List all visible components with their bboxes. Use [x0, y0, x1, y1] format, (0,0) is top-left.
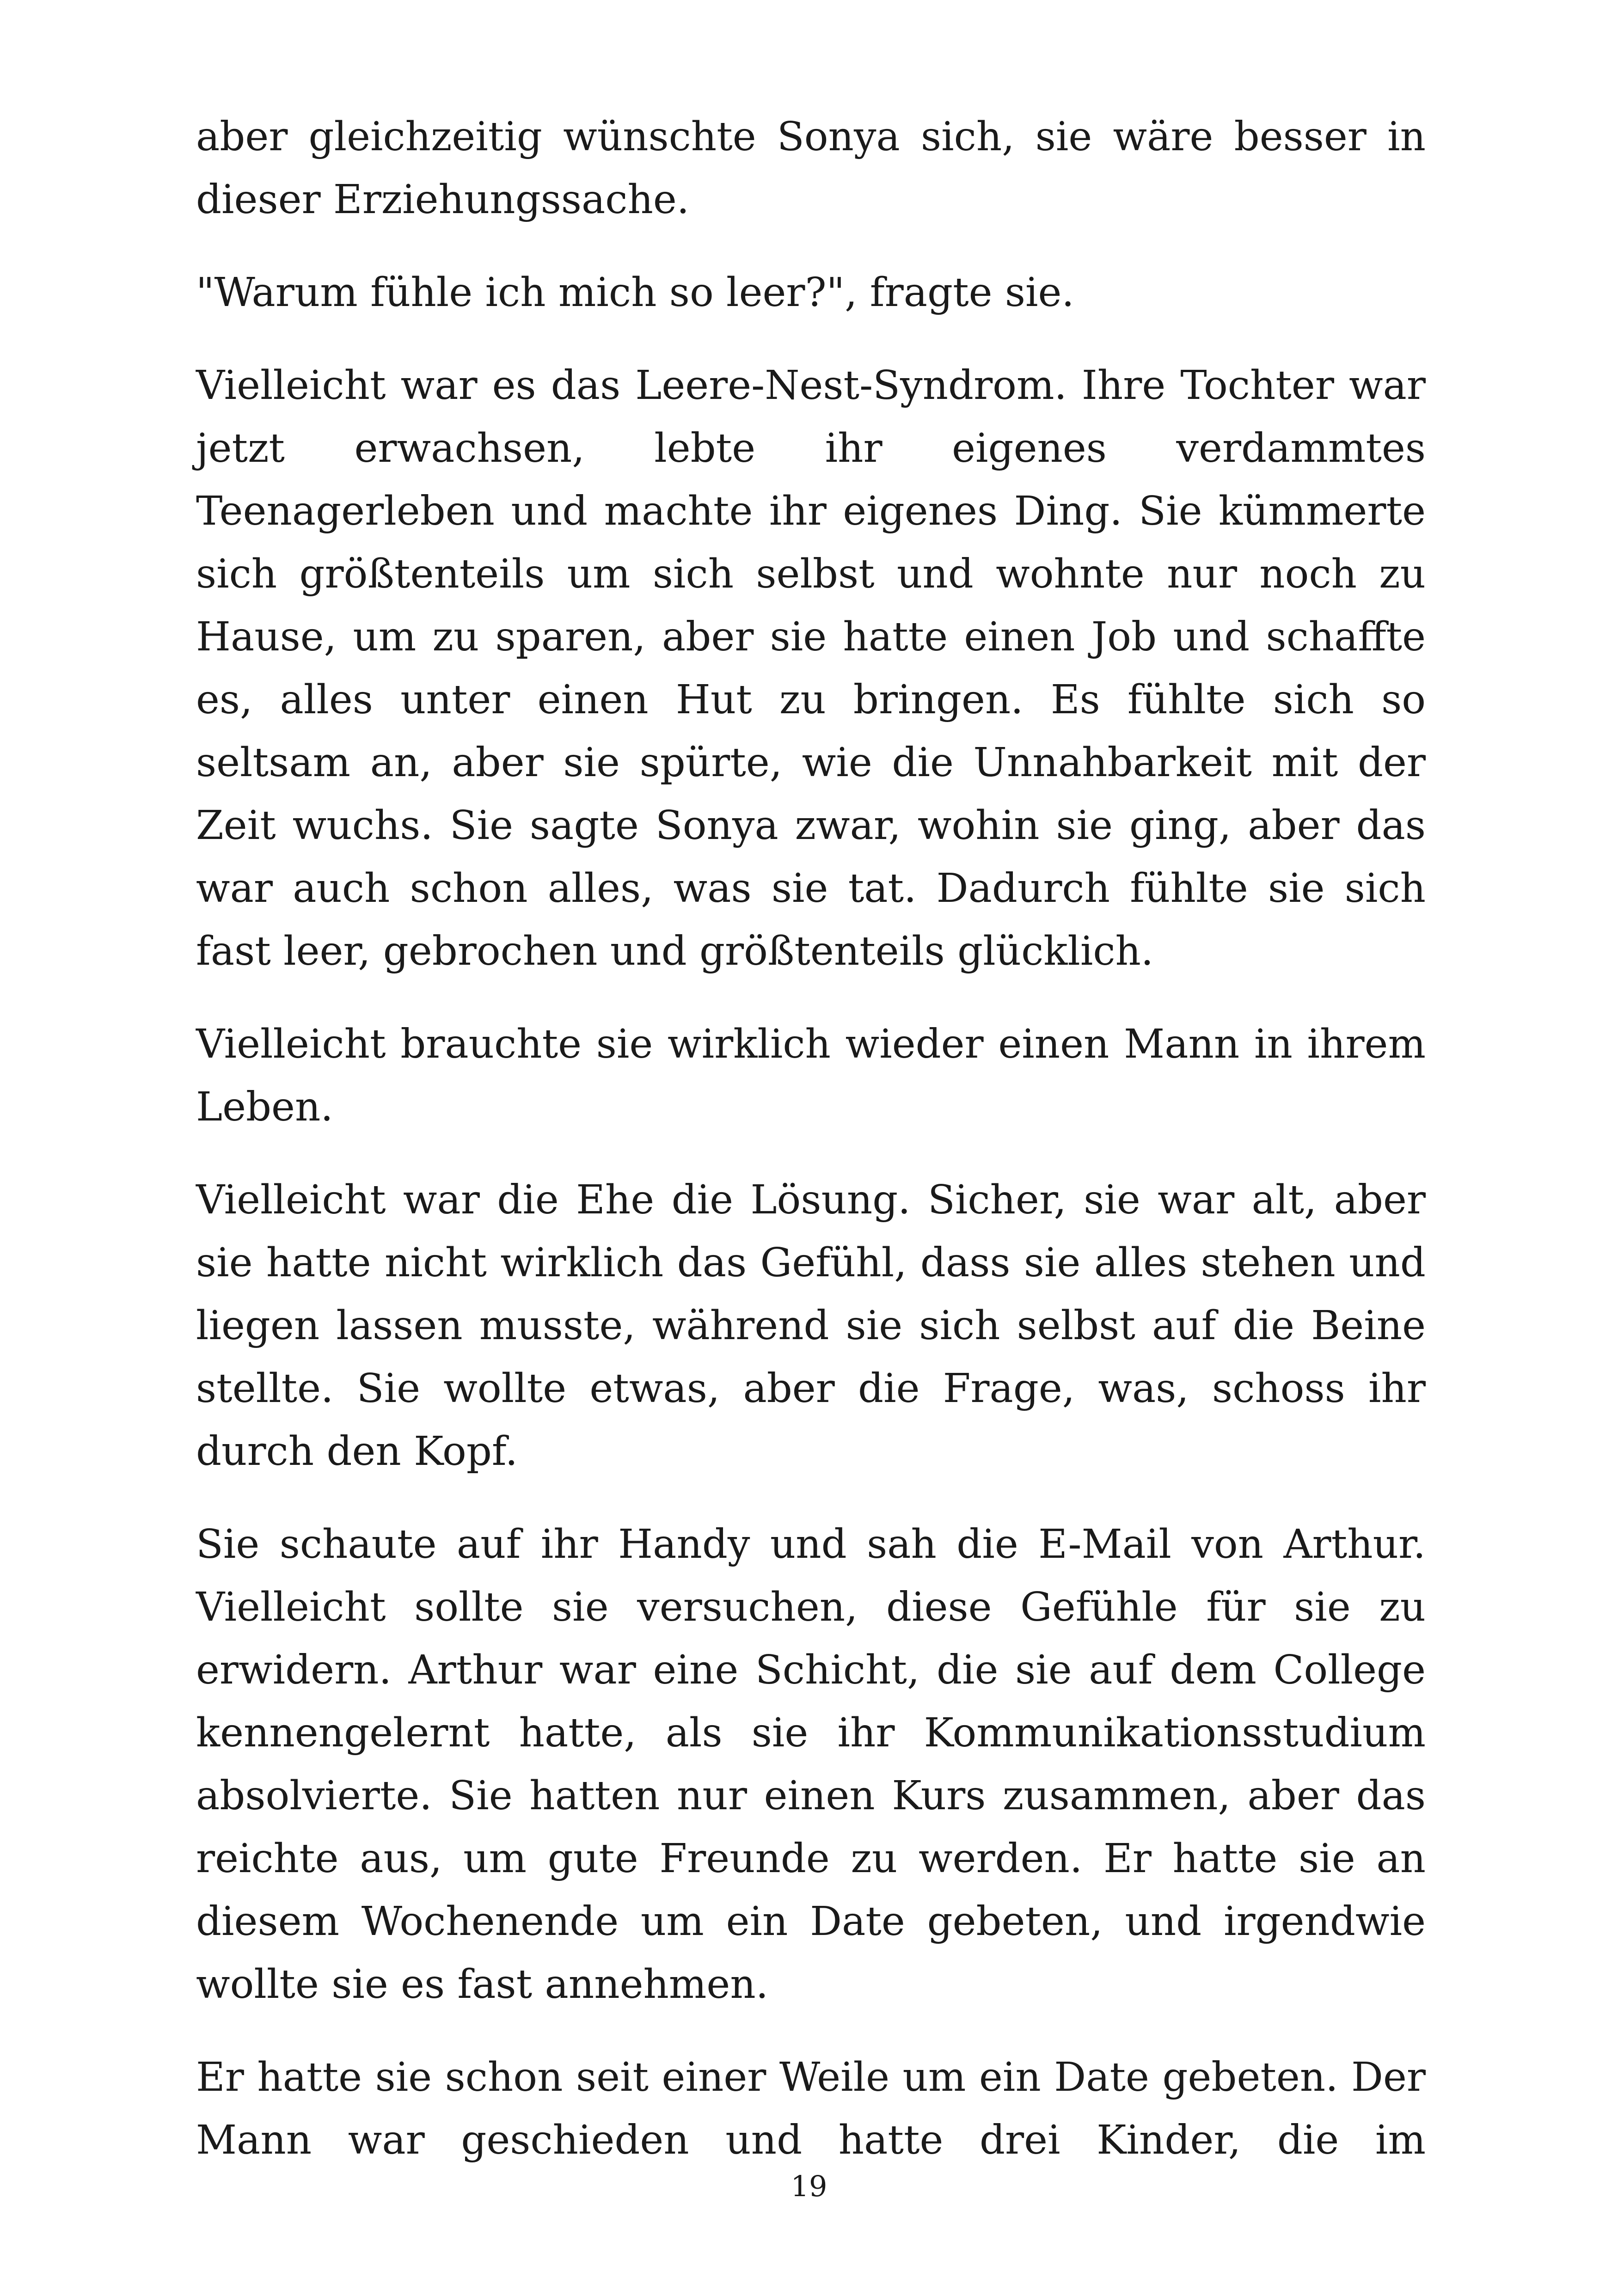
paragraph: Vielleicht war es das Leere-Nest-Syndrom. Ihre Tochter war jetzt erwachsen, lebte ihr eigenes verdammtes Teenagerleben und machte ihr eigenes Ding. Sie kümmerte sich größtenteils um sich selbst und wohnte nur noch zu Hause, um zu sparen, aber sie hatte einen Job und schaffte es, alles unter einen Hut zu bringen. Es fühlte sich so seltsam an, aber sie spürte, wie die Unnahbarkeit mit der Zeit wuchs. Sie sagte Sonya zwar, wohin sie ging, aber das war auch schon alles, was sie tat. Dadurch fühlte sie sich fast leer, gebrochen und größtenteils glücklich.	[196, 362, 1426, 974]
paragraph: "Warum fühle ich mich so leer?", fragte sie.	[196, 269, 1074, 316]
paragraph: Vielleicht brauchte sie wirklich wieder einen Mann in ihrem Leben.	[196, 1021, 1426, 1130]
paragraph: Vielleicht war die Ehe die Lösung. Sicher, sie war alt, aber sie hatte nicht wirklich das Gefühl, dass sie alles stehen und liegen lassen musste, während sie sich selbst auf die Beine stellte. Sie wollte etwas, aber die Frage, was, schoss ihr durch den Kopf.	[196, 1177, 1426, 1475]
paragraph: aber gleichzeitig wünschte Sonya sich, sie wäre besser in dieser Erziehungssache.	[196, 114, 1426, 223]
page-number: 19	[791, 2169, 827, 2203]
body-text	[196, 105, 1426, 2172]
paragraph-continued: Er hatte sie schon seit einer Weile um ein Date gebeten. Der Mann war geschieden und hatte drei Kinder, die im	[196, 2054, 1426, 2163]
paragraph: Sie schaute auf ihr Handy und sah die E-Mail von Arthur. Vielleicht sollte sie versuchen, diese Gefühle für sie zu erwidern. Arthur war eine Schicht, die sie auf dem College kennengelernt hatte, als sie ihr Kommunikationsstudium absolvierte. Sie hatten nur einen Kurs zusammen, aber das reichte aus, um gute Freunde zu werden. Er hatte sie an diesem Wochenende um ein Date gebeten, und irgendwie wollte sie es fast annehmen.	[196, 1521, 1426, 2008]
